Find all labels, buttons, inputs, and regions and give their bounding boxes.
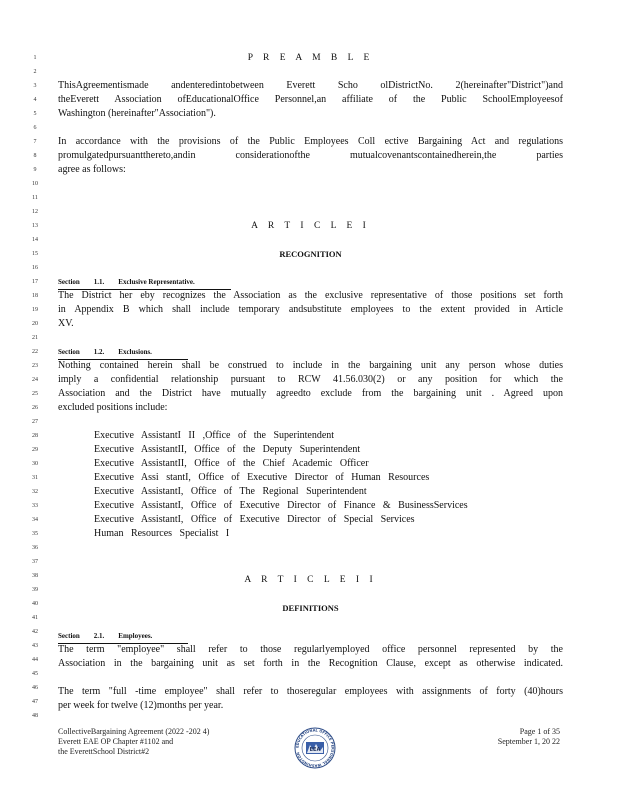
footer-line: the EverettSchool District#2 bbox=[58, 747, 150, 756]
line-number: 21 bbox=[32, 335, 38, 341]
section-2-1-line bbox=[0, 699, 618, 713]
preamble-p2-line bbox=[0, 135, 618, 149]
line-number: 33 bbox=[32, 503, 38, 509]
preamble-text: promulgatedpursuantthereto,andin considerationofthe mutualcovenantscontainedherein,the parties bbox=[58, 150, 563, 161]
line-number: 22 bbox=[32, 349, 38, 355]
union-seal-logo bbox=[294, 727, 336, 769]
line-number: 15 bbox=[32, 251, 38, 257]
section-1-1-heading-wrap bbox=[58, 275, 563, 290]
exclusion-item bbox=[0, 457, 618, 471]
line-number: 44 bbox=[32, 657, 38, 663]
line-number: 20 bbox=[32, 321, 38, 327]
section-text: in Appendix B which shall include temporary andsubstitute employees to the extent provided in Article bbox=[58, 304, 563, 315]
article1-subheading: RECOGNITION bbox=[279, 249, 342, 259]
exclusion-text: Executive AssistantI, Office of Executive Director of Special Services bbox=[94, 514, 415, 525]
exclusion-item bbox=[0, 485, 618, 499]
section-1-2-heading-line bbox=[0, 345, 618, 359]
article2-heading: A R T I C L E I I bbox=[244, 575, 377, 585]
line-number: 32 bbox=[32, 489, 38, 495]
section-2-1-heading bbox=[58, 629, 188, 644]
exclusion-text: Executive AssistantI, Office of The Regional Superintendent bbox=[94, 486, 367, 497]
section-text: excluded positions include: bbox=[58, 402, 168, 413]
line-number: 30 bbox=[32, 461, 38, 467]
section-1-1-heading bbox=[58, 275, 231, 290]
line-number: 14 bbox=[32, 237, 38, 243]
section-2-1-heading-line bbox=[0, 629, 618, 643]
line-number: 24 bbox=[32, 377, 38, 383]
section-word: Section bbox=[58, 632, 80, 640]
article2-subheading: DEFINITIONS bbox=[282, 603, 339, 613]
section-title: Exclusive Representative. bbox=[118, 278, 195, 286]
section-title: Exclusions. bbox=[118, 348, 152, 356]
section-title: Employees. bbox=[118, 632, 153, 640]
preamble-text: ThisAgreementismade andenteredintobetween Everett Scho olDistrictNo. 2(hereinafter"District")and bbox=[58, 80, 563, 91]
section-1-2-heading bbox=[58, 345, 188, 360]
footer-line: Everett EAE OP Chapter #1102 and bbox=[58, 737, 174, 746]
line-number: 1 bbox=[33, 55, 37, 61]
line-number: 39 bbox=[32, 587, 38, 593]
line-number: 34 bbox=[32, 517, 38, 523]
line-number: 40 bbox=[32, 601, 38, 607]
preamble-p1-line bbox=[0, 107, 618, 121]
exclusion-text: Executive Assi stantI, Office of Executive Director of Human Resources bbox=[94, 472, 430, 483]
section-1-1-line bbox=[0, 289, 618, 303]
section-2-1-line bbox=[0, 643, 618, 657]
section-number: 1.1. bbox=[93, 278, 105, 286]
line-number: 46 bbox=[32, 685, 38, 691]
line-number: 48 bbox=[32, 713, 38, 719]
section-1-1-line bbox=[0, 317, 618, 331]
line-number: 26 bbox=[32, 405, 38, 411]
section-text: The term "full -time employee" shall refer to thoseregular employees with assignments of forty (40)hours bbox=[58, 686, 563, 697]
line-number: 42 bbox=[32, 629, 38, 635]
line-number: 43 bbox=[32, 643, 38, 649]
preamble-heading: P R E A M B L E bbox=[247, 53, 374, 63]
line-number: 41 bbox=[32, 615, 38, 621]
exclusion-item bbox=[0, 527, 618, 541]
exclusion-text: Executive AssistantI II ,Office of the Superintendent bbox=[94, 430, 335, 441]
line-number: 18 bbox=[32, 293, 38, 299]
article2-subheading-line bbox=[0, 601, 618, 615]
section-word: Section bbox=[58, 278, 80, 286]
line-number: 27 bbox=[32, 419, 38, 425]
line-number: 4 bbox=[33, 97, 37, 103]
line-number: 19 bbox=[32, 307, 38, 313]
footer-right bbox=[498, 727, 560, 747]
section-word: Section bbox=[58, 348, 80, 356]
preamble-heading-line bbox=[0, 51, 618, 65]
preamble-text: Washington (hereinafter"Association"). bbox=[58, 108, 216, 119]
preamble-text: theEverett Association ofEducationalOffice Personnel,an affiliate of the Public SchoolEmployeesof bbox=[58, 94, 563, 105]
line-number: 6 bbox=[33, 125, 37, 131]
line-number: 2 bbox=[33, 69, 37, 75]
line-number: 36 bbox=[32, 545, 38, 551]
section-1-2-line bbox=[0, 359, 618, 373]
section-1-2-line bbox=[0, 373, 618, 387]
exclusion-item bbox=[0, 443, 618, 457]
footer-date: September 1, 20 22 bbox=[497, 737, 560, 746]
line-number: 10 bbox=[32, 181, 38, 187]
footer-left bbox=[58, 727, 209, 757]
line-number: 25 bbox=[32, 391, 38, 397]
section-1-1-line bbox=[0, 303, 618, 317]
section-1-1-heading-line bbox=[0, 275, 618, 289]
preamble-p2-line bbox=[0, 163, 618, 177]
section-text: per week for twelve (12)months per year. bbox=[58, 700, 224, 711]
exclusion-text: Executive AssistantII, Office of the Deputy Superintendent bbox=[94, 444, 361, 455]
line-number: 9 bbox=[33, 167, 37, 173]
section-2-1-heading-wrap bbox=[58, 629, 563, 644]
line-number: 31 bbox=[32, 475, 38, 481]
page-number: Page 1 of 35 bbox=[519, 727, 560, 736]
line-number: 45 bbox=[32, 671, 38, 677]
line-number: 47 bbox=[32, 699, 38, 705]
line-number: 37 bbox=[32, 559, 38, 565]
section-1-2-line bbox=[0, 387, 618, 401]
line-number: 8 bbox=[33, 153, 37, 159]
line-number: 23 bbox=[32, 363, 38, 369]
preamble-p2-line bbox=[0, 149, 618, 163]
article1-heading: A R T I C L E I bbox=[251, 221, 370, 231]
section-2-1-line bbox=[0, 657, 618, 671]
line-number: 12 bbox=[32, 209, 38, 215]
line-number: 5 bbox=[33, 111, 37, 117]
preamble-text: In accordance with the provisions of the Public Employees Coll ective Bargaining Act and regulations bbox=[58, 136, 563, 147]
exclusion-item bbox=[0, 499, 618, 513]
exclusion-item bbox=[0, 471, 618, 485]
seal-ring-text: EDUCATIONAL OFFICE PERSONNEL WASHINGTON bbox=[295, 728, 335, 768]
exclusion-text: Executive AssistantII, Office of the Chief Academic Officer bbox=[94, 458, 369, 469]
section-text: Association and the District have mutually agreedto exclude from the bargaining unit . Agreed upon bbox=[58, 388, 563, 399]
section-1-2-line bbox=[0, 401, 618, 415]
line-number: 13 bbox=[32, 223, 38, 229]
section-text: XV. bbox=[58, 318, 74, 329]
line-number: 29 bbox=[32, 447, 38, 453]
line-number: 17 bbox=[32, 279, 38, 285]
section-1-2-heading-wrap bbox=[58, 345, 563, 360]
exclusion-text: Executive AssistantI, Office of Executive Director of Finance & BusinessServices bbox=[94, 500, 468, 511]
exclusion-item bbox=[0, 513, 618, 527]
article1-heading-line bbox=[0, 219, 618, 233]
section-number: 2.1. bbox=[93, 632, 105, 640]
exclusion-text: Human Resources Specialist I bbox=[94, 528, 230, 539]
preamble-p1-line bbox=[0, 79, 618, 93]
preamble-text: agree as follows: bbox=[58, 164, 126, 175]
section-text: The District her eby recognizes the Association as the exclusive representative of those positions set forth bbox=[58, 290, 563, 301]
article1-subheading-line bbox=[0, 247, 618, 261]
section-2-1-line bbox=[0, 685, 618, 699]
line-number: 7 bbox=[33, 139, 37, 145]
line-number: 16 bbox=[32, 265, 38, 271]
exclusion-item bbox=[0, 429, 618, 443]
line-number: 28 bbox=[32, 433, 38, 439]
section-text: imply a confidential relationship pursuant to RCW 41.56.030(2) or any position for which the bbox=[58, 374, 563, 385]
seal-inner-text: EEA bbox=[309, 747, 321, 753]
section-text: Nothing contained herein shall be construed to include in the bargaining unit any person whose duties bbox=[58, 360, 563, 371]
section-text: Association in the bargaining unit as set forth in the Recognition Clause, except as otherwise indicated. bbox=[58, 658, 563, 669]
preamble-p1-line bbox=[0, 93, 618, 107]
section-text: The term "employee" shall refer to those regularlyemployed office personnel represented by the bbox=[58, 644, 563, 655]
line-number: 38 bbox=[32, 573, 38, 579]
line-number: 3 bbox=[33, 83, 37, 89]
line-number: 35 bbox=[32, 531, 38, 537]
line-number: 11 bbox=[32, 195, 38, 201]
footer-line: CollectiveBargaining Agreement (2022 -202 4) bbox=[58, 727, 210, 736]
section-number: 1.2. bbox=[93, 348, 105, 356]
article2-heading-line bbox=[0, 573, 618, 587]
